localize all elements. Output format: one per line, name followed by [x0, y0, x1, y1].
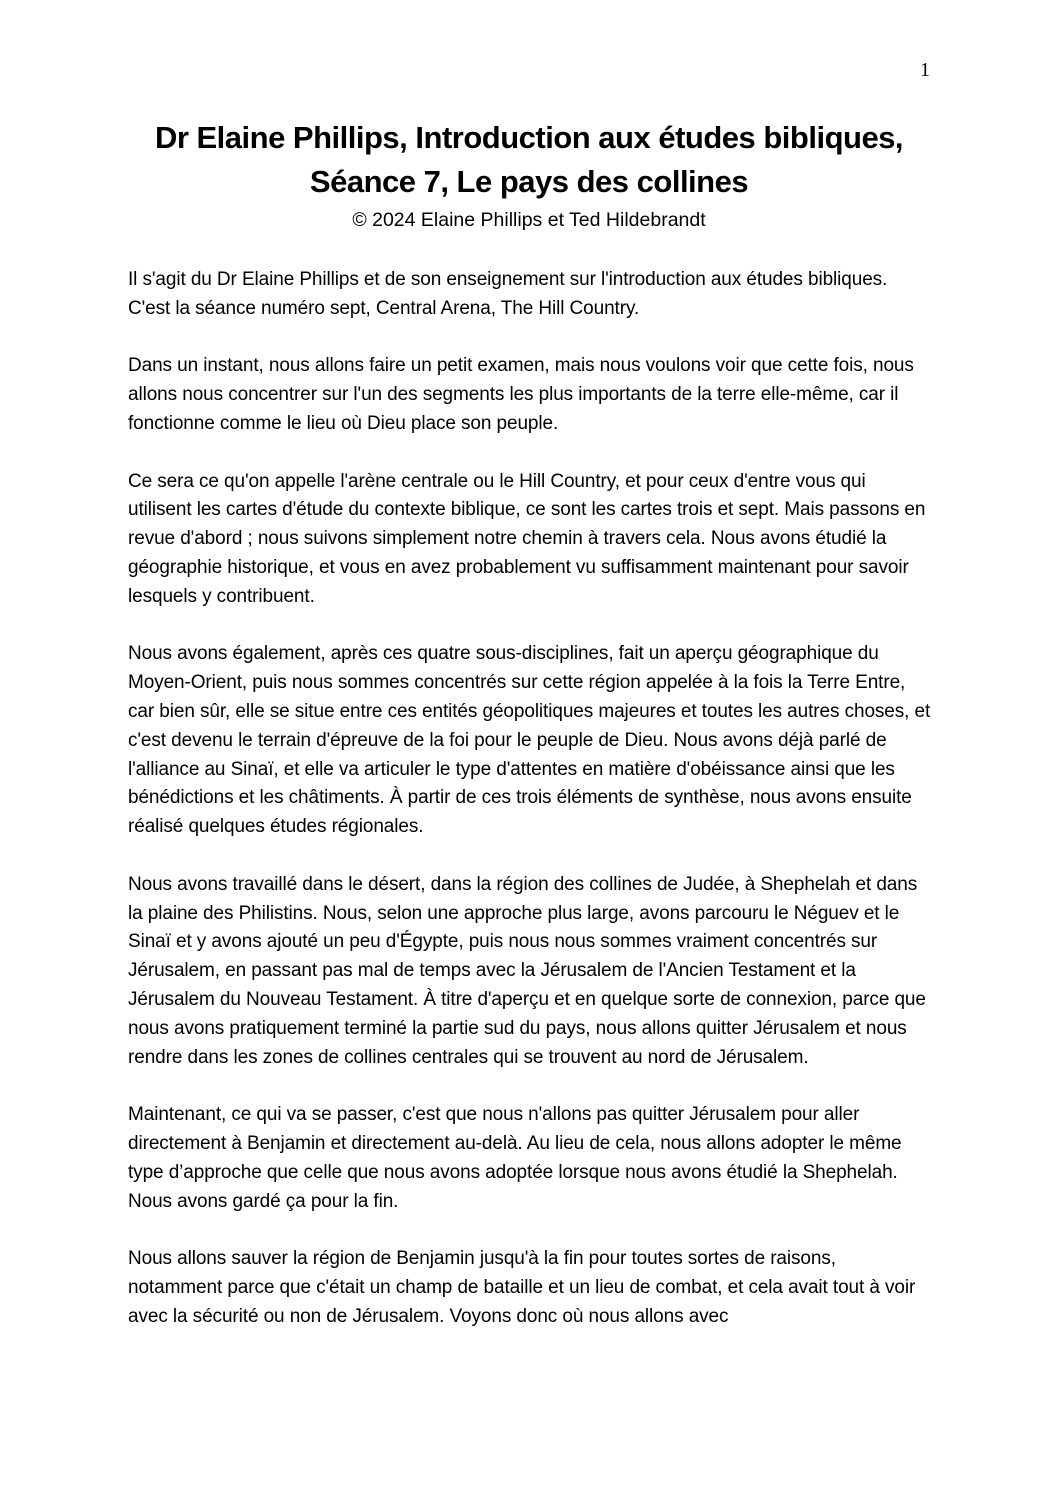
paragraph-geographic-overview: Nous avons également, après ces quatre sous-disciplines, fait un aperçu géographique du Moyen-Orient, puis nous sommes concentrés sur cette région appelée à la fois la Terre Entre, car bien sûr, elle se situe entre ces entités géopolitiques majeures et toutes les autres choses, et c'est devenu le terrain d'épreuve de la foi pour le peuple de Dieu. Nous avons déjà parlé de l'alliance au Sinaï, et elle va articuler le type d'attentes en matière d'obéissance ainsi que les bénédictions et les châtiments. À partir de ces trois éléments de synthèse, nous avons ensuite réalisé quelques études régionales. — [128, 643, 931, 838]
paragraph-benjamin: Nous allons sauver la région de Benjamin jusqu'à la fin pour toutes sortes de raisons, notamment parce que c'était un champ de bataille et un lieu de combat, et cela avait tout à voir avec la sécurité ou non de Jérusalem. Voyons donc où nous allons avec — [128, 1248, 916, 1327]
paragraph-central-arena: Ce sera ce qu'on appelle l'arène centrale ou le Hill Country, et pour ceux d'entre vous qui utilisent les cartes d'étude du contexte biblique, ce sont les cartes trois et sept. Mais passons en revue d'abord ; nous suivons simplement notre chemin à travers cela. Nous avons étudié la géographie historique, et vous en avez probablement vu suffisamment maintenant pour savoir lesquels y contribuent. — [128, 470, 926, 607]
paragraph-regions-studied: Nous avons travaillé dans le désert, dans la région des collines de Judée, à Shephelah et dans la plaine des Philistins. Nous, selon une approche plus large, avons parcouru le Néguev et le Sinaï et y avons ajouté un peu d'Égypte, puis nous nous sommes vraiment concentrés sur Jérusalem, en passant pas mal de temps avec la Jérusalem de l'Ancien Testament et la Jérusalem du Nouveau Testament. À titre d'aperçu et en quelque sorte de connexion, parce que nous avons pratiquement terminé la partie sud du pays, nous allons quitter Jérusalem et nous rendre dans les zones de collines centrales qui se trouvent au nord de Jérusalem. — [128, 873, 926, 1068]
paragraph-exam-preview: Dans un instant, nous allons faire un petit examen, mais nous voulons voir que cette fois, nous allons nous concentrer sur l'un des segments les plus importants de la terre elle-même, car il fonctionne comme le lieu où Dieu place son peuple. — [128, 355, 914, 434]
document-title — [0, 116, 1058, 204]
title-line-1: Dr Elaine Phillips, Introduction aux études bibliques, — [154, 120, 904, 155]
copyright-line: © 2024 Elaine Phillips et Ted Hildebrandt — [352, 209, 706, 231]
document-body — [128, 266, 934, 1331]
document-header — [0, 0, 1058, 234]
paragraph-intro: Il s'agit du Dr Elaine Phillips et de son enseignement sur l'introduction aux études bibliques. C'est la séance numéro sept, Central Arena, The Hill Country. — [128, 269, 888, 319]
paragraph-approach: Maintenant, ce qui va se passer, c'est que nous n'allons pas quitter Jérusalem pour aller directement à Benjamin et directement au-delà. Au lieu de cela, nous allons adopter le même type d’approche que celle que nous avons adoptée lorsque nous avons étudié la Shephelah. Nous avons gardé ça pour la fin. — [128, 1104, 902, 1212]
title-line-2: Séance 7, Le pays des collines — [309, 164, 749, 199]
page-number: 1 — [920, 59, 930, 81]
